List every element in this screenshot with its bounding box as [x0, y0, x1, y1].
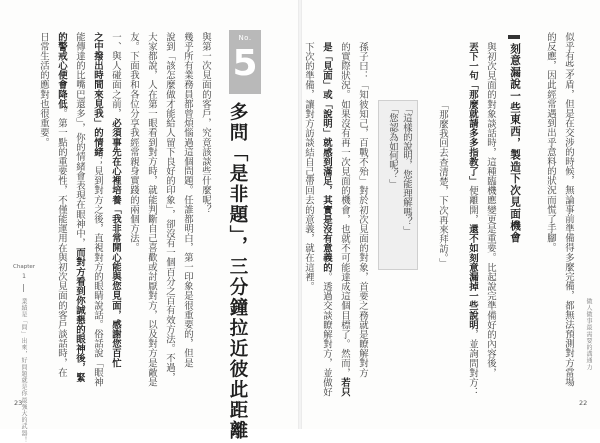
text-column — [320, 42, 333, 397]
text-run: 與初次見面的對象談話時，這種臨機應變更是重要。比起說完準備好的內容後， — [485, 42, 496, 378]
bold-text: 的警戒心便會降低 — [56, 32, 67, 109]
text-column: 與第一次見面的客戶，究竟該談些什麼呢？ — [200, 32, 211, 215]
text-run: ；見到對方之後，直視對方的眼睛說話。俗話說「眼神 — [92, 156, 103, 387]
bold-text: 丟下一句「那麼就請多多指教了」 — [467, 42, 478, 186]
text-run: 說到「該怎麼做才能給人留下良好的印象」，卻沒有一個百分之百有效方法。不過， — [164, 32, 175, 383]
chapter-divider — [23, 284, 24, 292]
text-column — [91, 32, 104, 387]
running-head: 業績是「問」出來，好問題就是你最強大的武器！ — [20, 298, 27, 443]
text-run: 。透過交談瞭解對方，並做好 — [321, 272, 332, 397]
text-column — [109, 32, 122, 387]
page-number: 23 — [14, 399, 23, 407]
text-column: 大家都說，人在第一眼看到對方時，就能判斷自己喜歡或討厭對方，以及對方是敵是 — [146, 32, 157, 387]
text-column: 下次的準備，讓對方訪談結自己帶回去的意義，就在這裡。 — [303, 42, 314, 292]
bold-text: 是「見面」或「說明」就感到滿足，其實是沒有意義的 — [321, 42, 332, 273]
text-run: 的實際狀況。如果沒有再一次見面的機會，也就不可能達成這個目標了。然而， — [339, 42, 350, 378]
text-column: 日常生活的應對也很重要。 — [38, 32, 49, 148]
text-column — [484, 42, 497, 397]
bold-text: 還不如刻意漏掉一些說明 — [467, 224, 478, 330]
text-run: ，並詢問對方： — [467, 329, 478, 397]
chapter-headline: 多問「是非題」，三分鐘拉近彼此距離 — [227, 102, 248, 442]
text-column — [338, 42, 351, 397]
text-run: 便離開， — [467, 185, 478, 225]
text-run: 一、與人碰面之前， — [110, 32, 121, 119]
badge-number: 5 — [232, 43, 258, 84]
page-number: 22 — [579, 399, 588, 407]
bold-text: 之中撥出時間來見我」的情緒 — [92, 32, 103, 157]
badge-no-label: No. — [238, 34, 252, 42]
chapter-marker — [12, 264, 36, 280]
text-run: 。第一點的重要性，不僅能運用在與初次見面的客戶談話時，在 — [56, 108, 67, 378]
running-head: 做人做事最需要的溝通力 — [585, 298, 592, 371]
text-column: 幾乎所有業務員都曾煩惱過這個問題。任誰都明白，第一印象是很重要的，但是 — [182, 32, 193, 368]
text-column: 孫子曰：「知彼知己，百戰不殆」對於初次見面的對象，首要之務就是瞭解對方 — [357, 42, 368, 378]
text-column: 似乎有些矛盾，但是在交涉的時候，無論事前準備得多麼完備，都無法預測對方當場 — [563, 32, 574, 387]
quote-line: 「這樣的說明，您能理解嗎？」 — [401, 104, 412, 236]
text-column: 的反應，因此經常遇到出乎意料的狀況而慌了手腳。 — [545, 32, 556, 253]
text-column — [55, 32, 68, 387]
bold-text: 而對方看到你誠懇的眼神後，緊 — [74, 247, 85, 383]
text-column — [163, 32, 176, 387]
bold-text: 必須事先在心裡培養「我非常開心能與您見面，感謝您百忙 — [110, 118, 121, 368]
text-run: 能傳達的比嘴巴還多」，你的情緒會表現在眼神中， — [74, 32, 85, 248]
quote-line: 「那麼我回去查清楚，下次再來拜訪。」 — [437, 100, 448, 268]
text-column — [466, 42, 479, 397]
section-number-badge — [229, 30, 261, 94]
quote-line: 「您認為如何呢？」 — [387, 104, 398, 189]
section-heading: 刻意漏說一些東西，製造下次見面機會 — [509, 43, 521, 244]
chapter-label: Chapter — [13, 264, 35, 270]
text-column: 友。下面我和各位分享我經常親身實踐的兩個方法。 — [128, 32, 139, 253]
chapter-number: 1 — [22, 273, 26, 280]
text-column — [73, 32, 86, 387]
bold-text: 若只 — [339, 377, 350, 397]
section-marker — [508, 35, 520, 39]
